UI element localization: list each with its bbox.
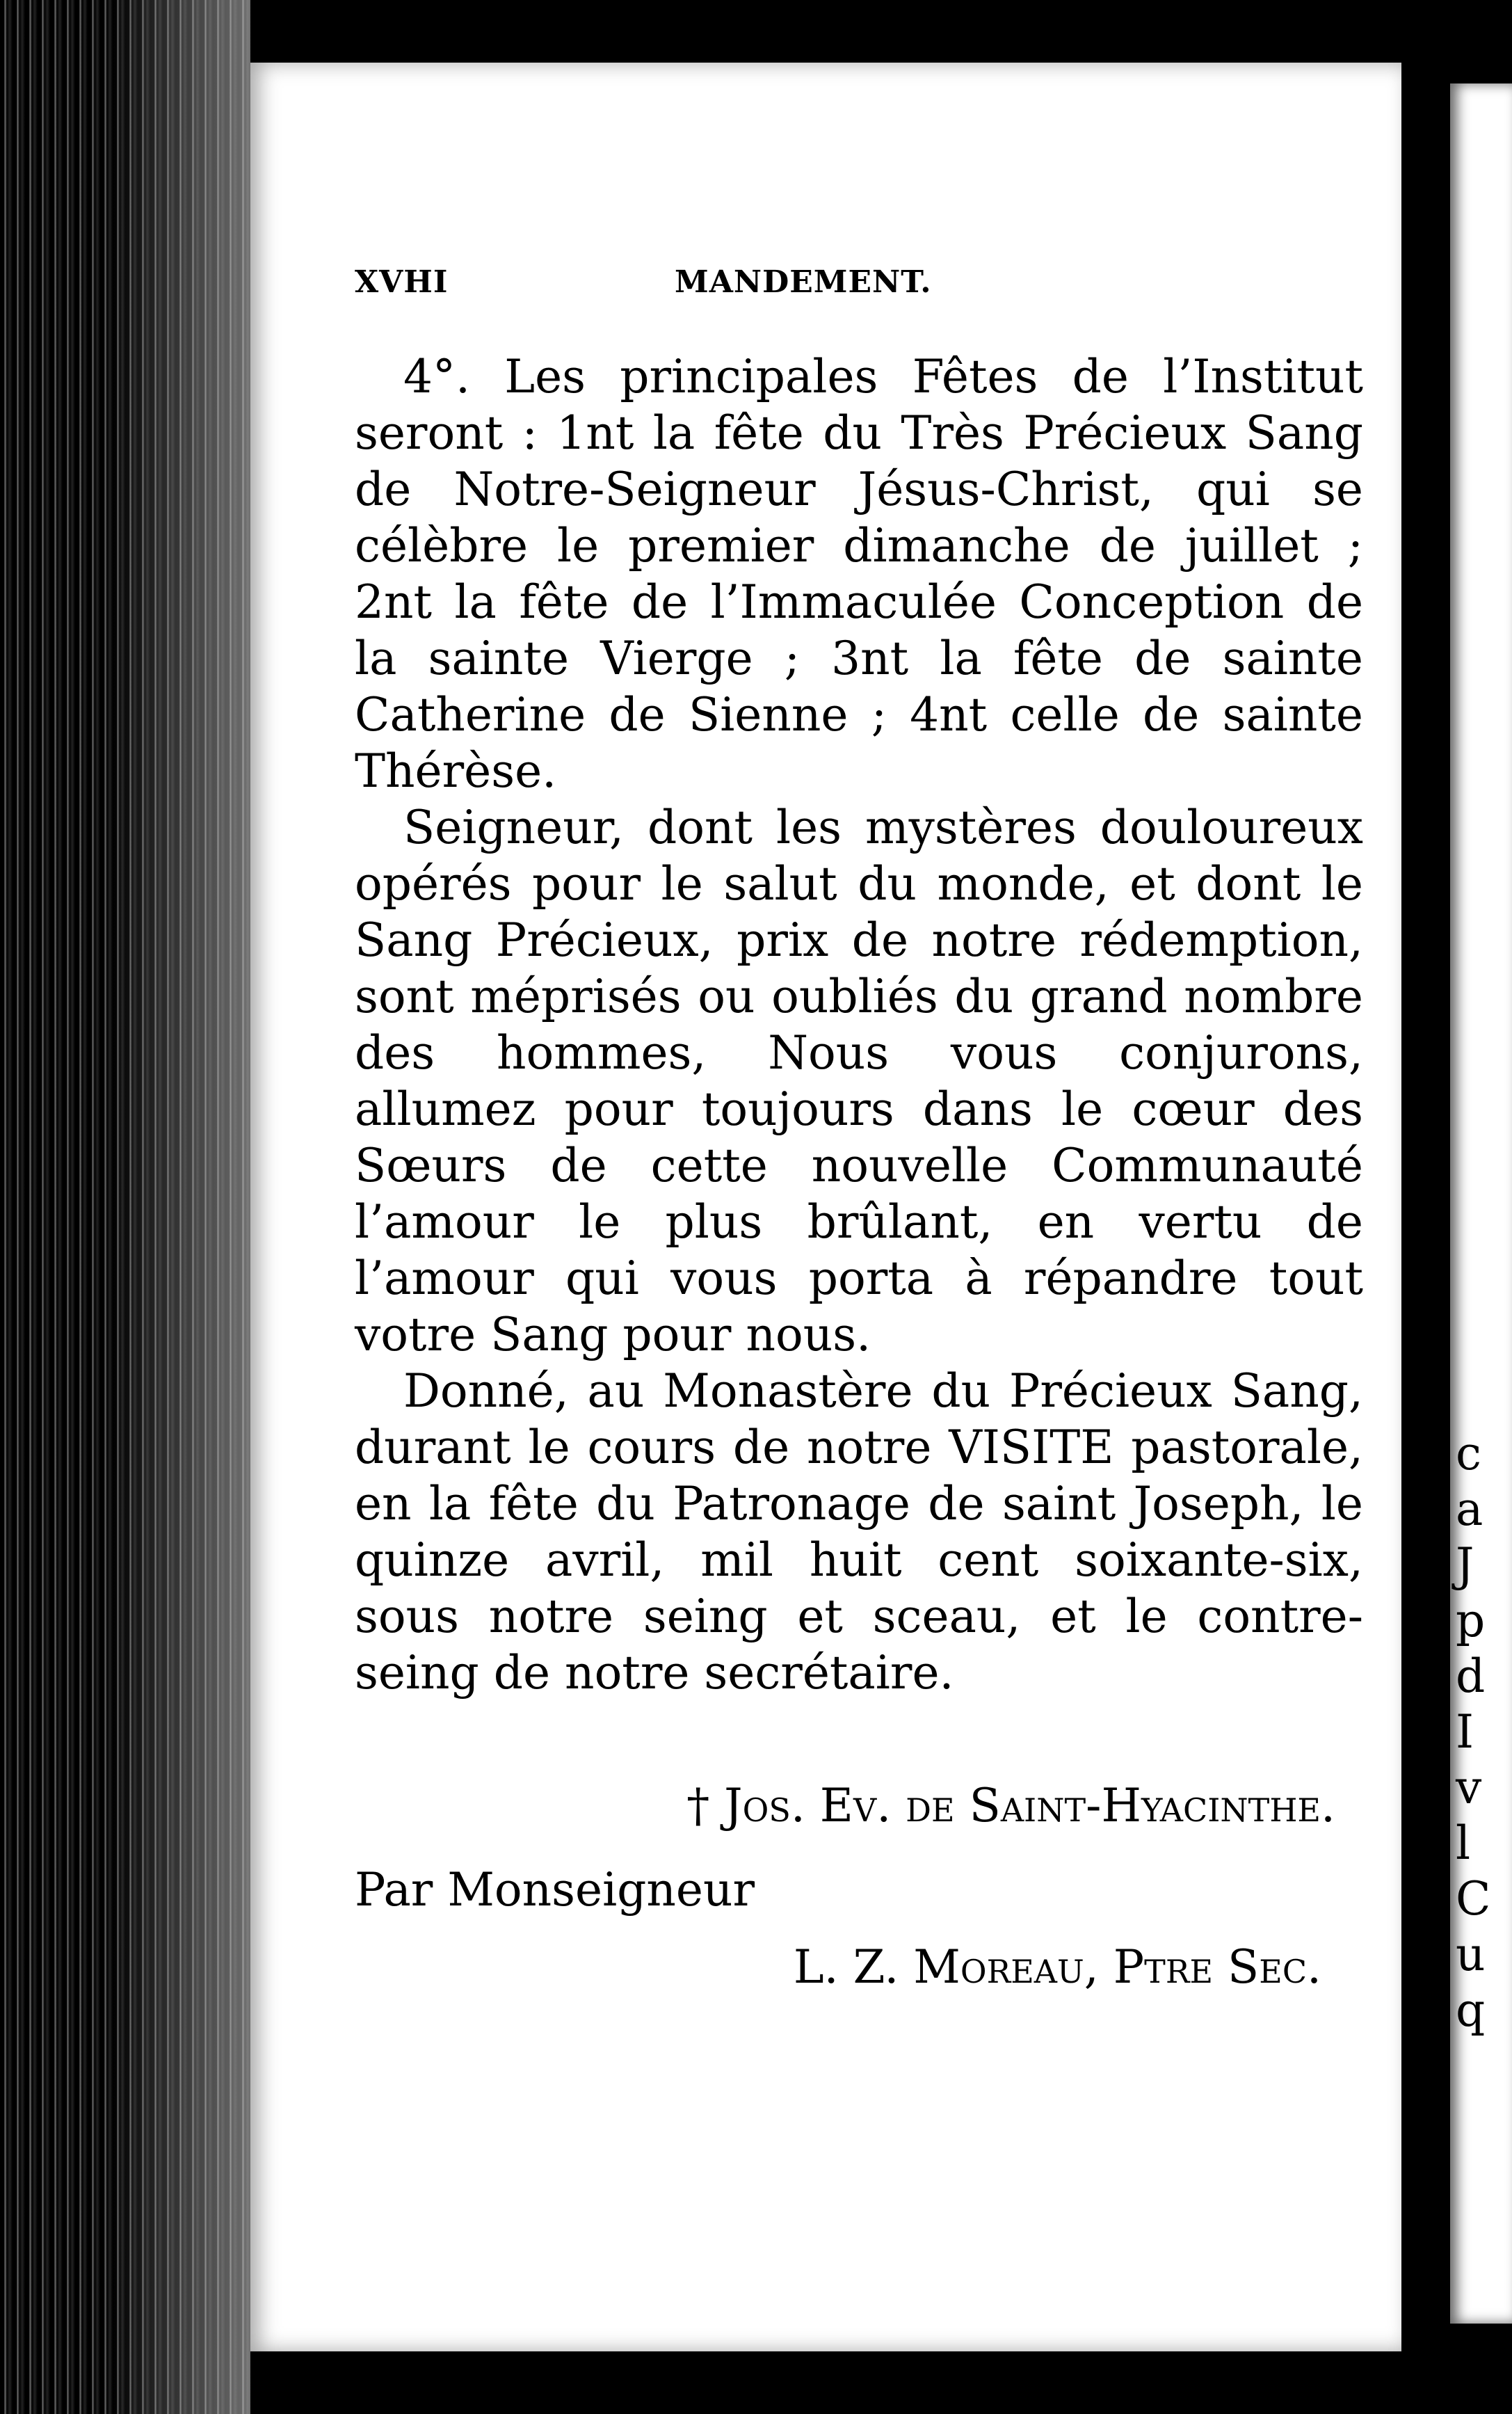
adjacent-page-strip: [1401, 0, 1512, 2414]
paragraph-given: Donné, au Monastère du Précieux Sang, durant le cours de notre VISITE pastorale, en la fête du Patronage de saint Joseph, le quinze avril, mil huit cent soixante-six, sous notre seing et sceau, et le contre-seing de notre secrétaire.: [355, 1364, 1363, 1700]
paragraph-prayer: Seigneur, dont les mystères douloureux opérés pour le salut du monde, et dont le Sang Précieux, prix de notre rédemption, sont méprisés ou oubliés du grand nombre des hommes, Nous vous conjurons, allumez pour toujours dans le cœur des Sœurs de cette nouvelle Communauté l’amour le plus brûlant, en vertu de l’amour qui vous porta à répandre tout votre Sang pour nous.: [355, 801, 1363, 1361]
page-number: XVHI: [355, 264, 449, 300]
running-head: [355, 264, 1363, 300]
par-monseigneur: Par Monseigneur: [355, 1863, 755, 1917]
book-gutter: [0, 0, 250, 2414]
bishop-signature: † Jos. Ev. de Saint-Hyacinthe.: [686, 1779, 1335, 1832]
running-title: MANDEMENT.: [675, 264, 932, 300]
page-content: [355, 264, 1363, 1995]
paragraph-feasts: 4°. Les principales Fêtes de l’Institut seront : 1nt la fête du Très Précieux Sang de Notre-Seigneur Jésus-Christ, qui se célèbre le premier dimanche de juillet ; 2nt la fête de l’Immaculée Conception de la sainte Vierge ; 3nt la fête de sainte Catherine de Sienne ; 4nt celle de sainte Thérèse.: [355, 350, 1363, 798]
secretary-signature: L. Z. Moreau, Ptre Sec.: [793, 1940, 1321, 1994]
adjacent-page-letters: c a J p d I v l C u q: [1456, 1427, 1491, 2037]
